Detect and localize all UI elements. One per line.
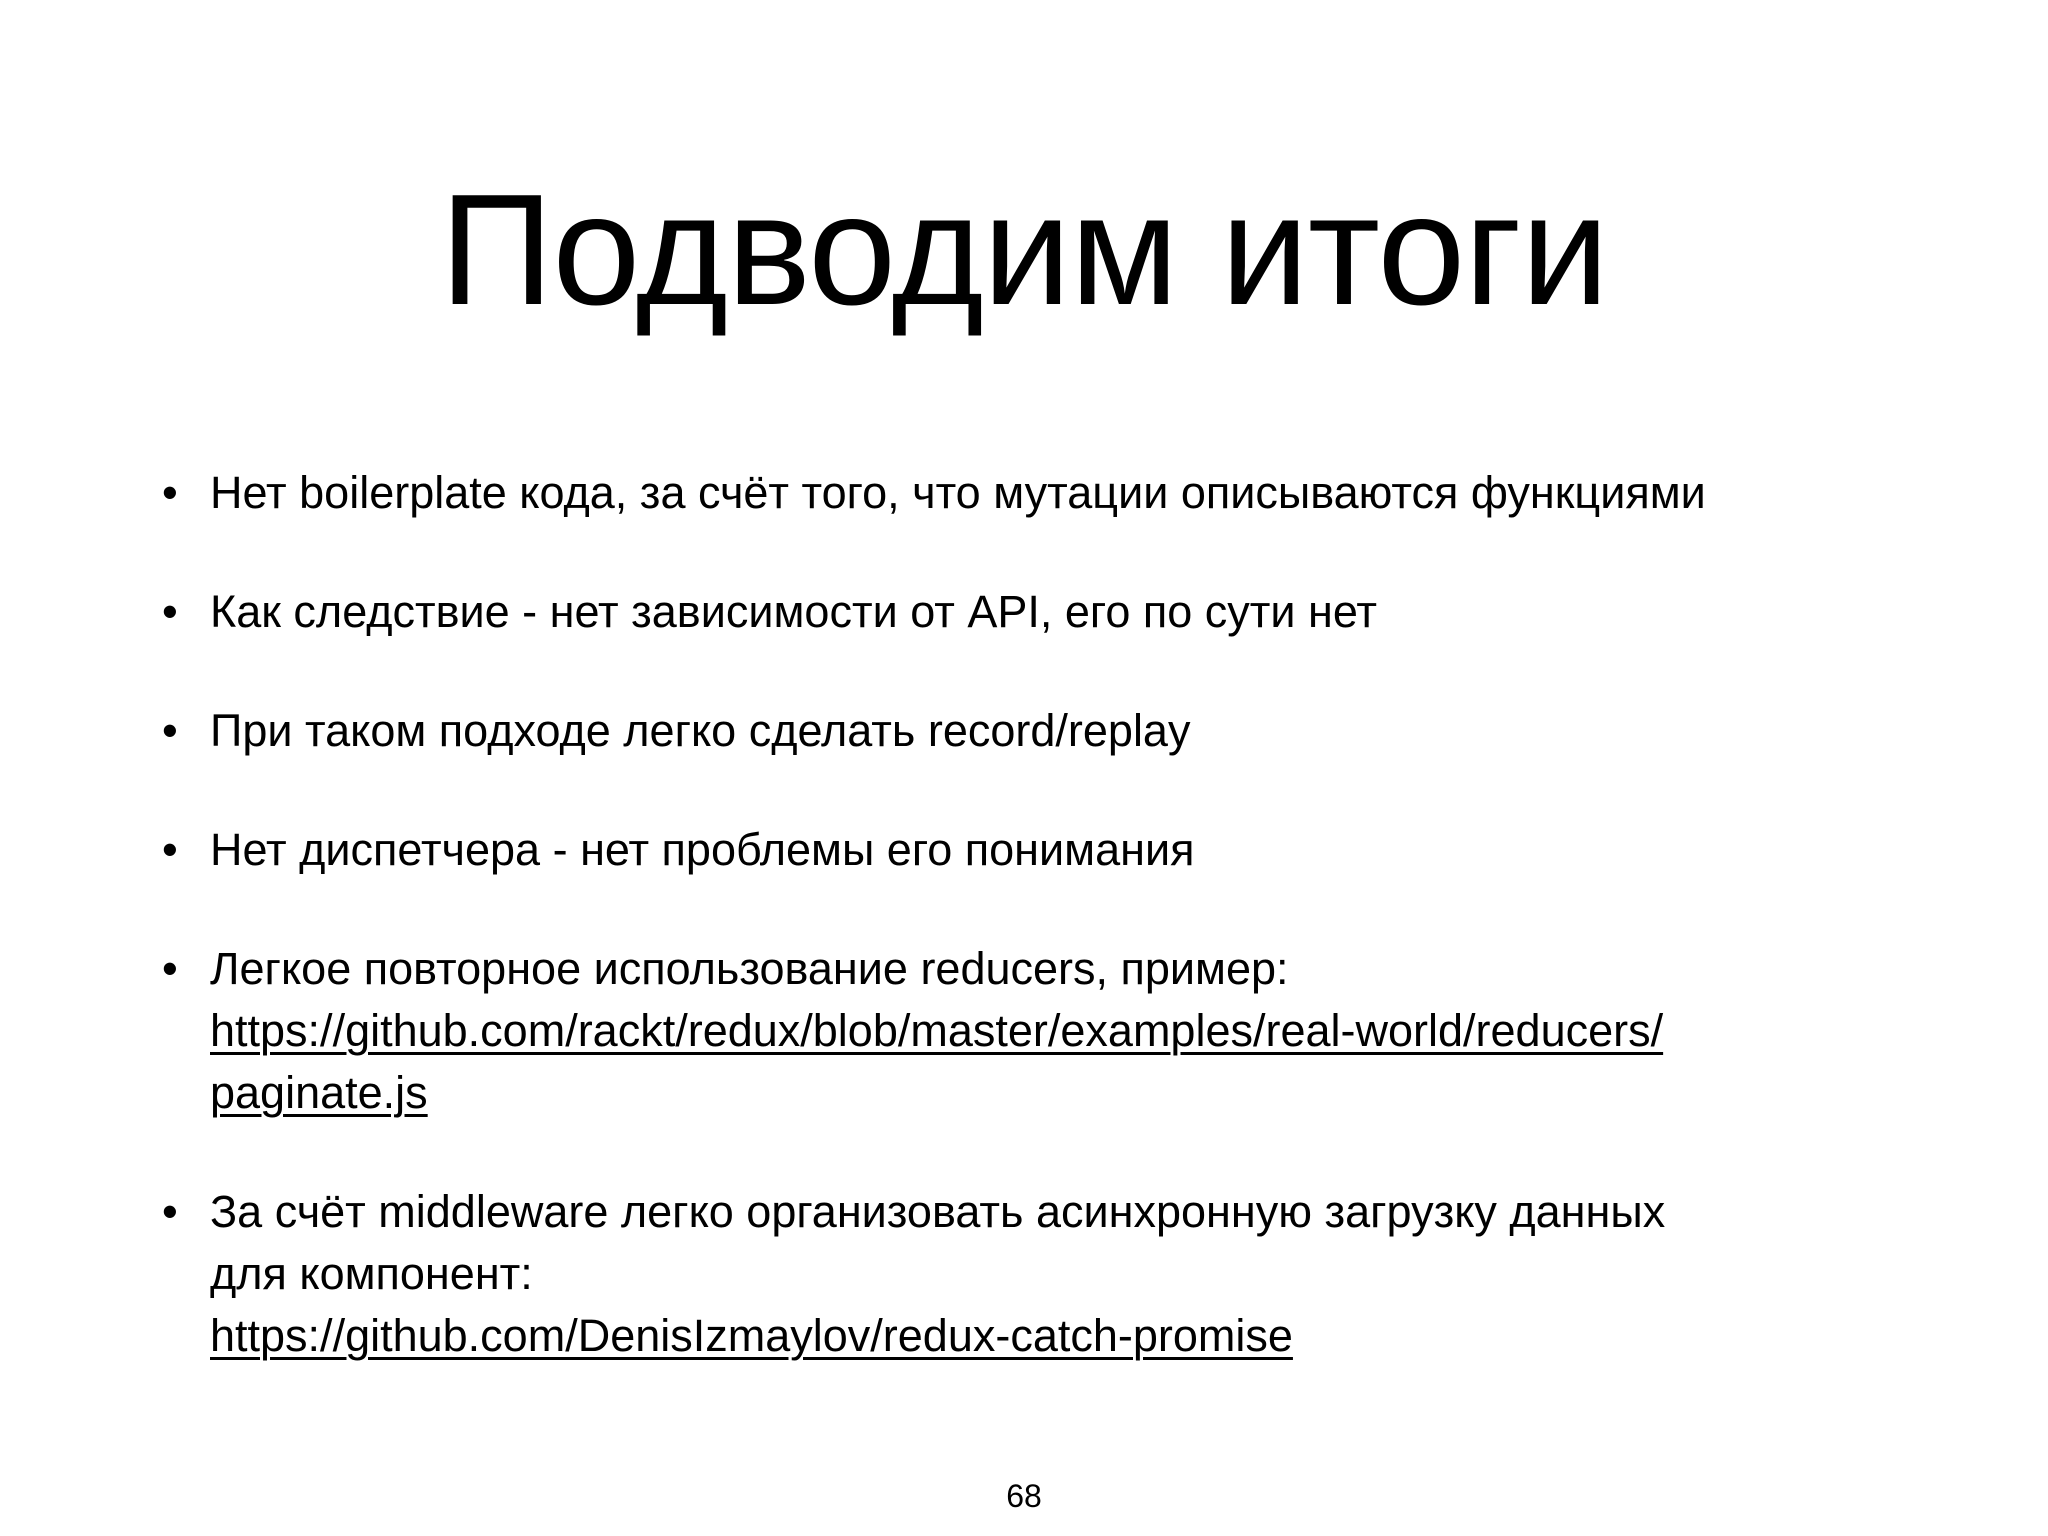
bullet-text: Нет boilerplate кода, за счёт того, что мутации описываются функциями bbox=[210, 467, 1706, 518]
bullet-item bbox=[150, 462, 1910, 524]
bullet-dot-icon: • bbox=[162, 467, 178, 518]
bullet-item bbox=[150, 700, 1910, 762]
bullet-dot-icon: • bbox=[162, 1186, 178, 1237]
bullet-dot-icon: • bbox=[162, 705, 178, 756]
bullet-text: За счёт middleware легко организовать асинхронную загрузку данных bbox=[210, 1186, 1666, 1237]
bullet-item bbox=[150, 1181, 1910, 1367]
bullet-text: При таком подходе легко сделать record/replay bbox=[210, 705, 1191, 756]
link-text-line[interactable]: paginate.js bbox=[210, 1067, 428, 1118]
slide-title: Подводим итоги bbox=[439, 162, 1609, 338]
bullet-text: Легкое повторное использование reducers, пример: bbox=[210, 943, 1289, 994]
bullet-list bbox=[150, 462, 1910, 1424]
bullet-item bbox=[150, 938, 1910, 1124]
bullet-text: Как следствие - нет зависимости от API, его по сути нет bbox=[210, 586, 1378, 637]
page-number: 68 bbox=[1006, 1478, 1042, 1514]
reducers-example-link[interactable] bbox=[210, 1000, 1910, 1124]
bullet-dot-icon: • bbox=[162, 586, 178, 637]
link-text-line[interactable]: https://github.com/rackt/redux/blob/master/examples/real-world/reducers/ bbox=[210, 1005, 1664, 1056]
bullet-text: для компонент: bbox=[210, 1248, 533, 1299]
bullet-item bbox=[150, 581, 1910, 643]
link-text-line[interactable]: https://github.com/DenisIzmaylov/redux-catch-promise bbox=[210, 1310, 1293, 1361]
bullet-dot-icon: • bbox=[162, 943, 178, 994]
redux-catch-promise-link[interactable] bbox=[210, 1305, 1910, 1367]
bullet-text: Нет диспетчера - нет проблемы его понимания bbox=[210, 824, 1195, 875]
bullet-dot-icon: • bbox=[162, 824, 178, 875]
bullet-item bbox=[150, 819, 1910, 881]
